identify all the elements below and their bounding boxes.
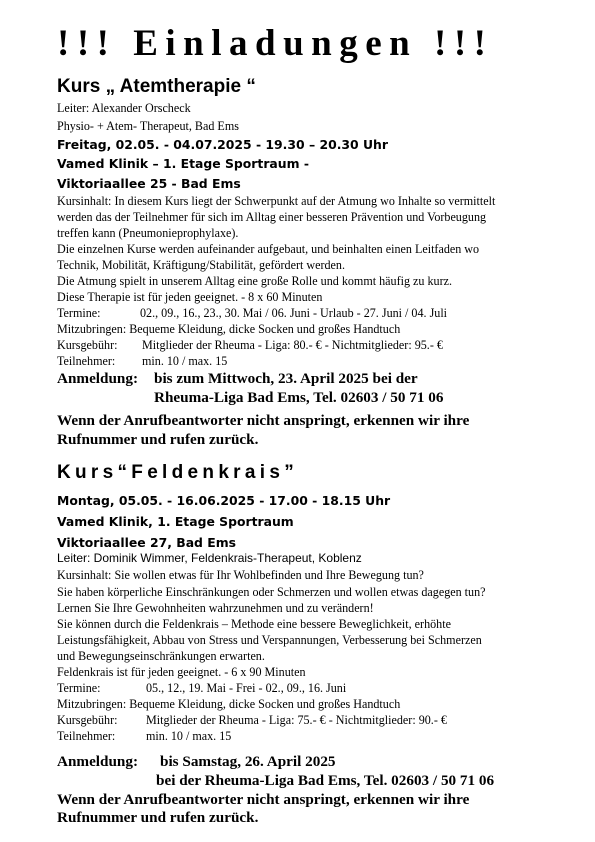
termine-label: Termine: — [57, 306, 101, 320]
termine-value: 05., 12., 19. Mai - Frei - 02., 09., 16. Juni — [146, 681, 347, 695]
bring-along: Mitzubringen: Bequeme Kleidung, dicke Socken und großes Handtuch — [57, 322, 401, 336]
bring-along: Mitzubringen: Bequeme Kleidung, dicke Socken und großes Handtuch — [57, 697, 401, 711]
fee-value: Mitglieder der Rheuma - Liga: 75.- € - Nichtmitglieder: 90.- € — [146, 713, 447, 727]
course-description-line: werden das der Teilnehmer für sich im Alltag einer besseren Prävention und Vorbeugung — [57, 210, 487, 224]
course-location-line2: Viktoriaallee 27, Bad Ems — [57, 535, 236, 550]
callback-note-line1: Wenn der Anrufbeantworter nicht anspringt, erkennen wir ihre — [57, 412, 470, 429]
participants-value: min. 10 / max. 15 — [142, 354, 228, 368]
course-description-line: Technik, Mobilität, Kräftigung/Stabilität, gefördert werden. — [57, 258, 345, 272]
course-leader: Leiter: Dominik Wimmer, Feldenkrais-Therapeut, Koblenz — [57, 551, 362, 565]
course-location-line1: Vamed Klinik – 1. Etage Sportraum - — [57, 156, 309, 171]
page-title: !!! Einladungen !!! — [57, 23, 494, 64]
registration-deadline: bis Samstag, 26. April 2025 — [160, 753, 336, 770]
registration-label: Anmeldung: — [57, 753, 139, 770]
course-description-line: und Bewegungseinschränkungen erwarten. — [57, 649, 265, 663]
fee-label: Kursgebühr: — [57, 713, 118, 727]
course-description-line: Leistungsfähigkeit, Abbau von Stress und Verspannungen, Verbesserung bei Schmerzen — [57, 633, 482, 647]
course-description-line: Sie haben körperliche Einschränkungen oder Schmerzen und wollen etwas dagegen tun? — [57, 585, 486, 599]
callback-note-line2: Rufnummer und rufen zurück. — [57, 431, 259, 448]
participants-value: min. 10 / max. 15 — [146, 729, 232, 743]
registration-contact: Rheuma-Liga Bad Ems, Tel. 02603 / 50 71 06 — [154, 389, 444, 406]
course-location-line2: Viktoriaallee 25 - Bad Ems — [57, 176, 241, 191]
termine-label: Termine: — [57, 681, 101, 695]
course-location-line1: Vamed Klinik, 1. Etage Sportraum — [57, 514, 294, 529]
participants-label: Teilnehmer: — [57, 729, 116, 743]
fee-label: Kursgebühr: — [57, 338, 118, 352]
course-duration: Diese Therapie ist für jeden geeignet. - 8 x 60 Minuten — [57, 290, 323, 304]
course-duration: Feldenkrais ist für jeden geeignet. - 6 x 90 Minuten — [57, 665, 306, 679]
participants-label: Teilnehmer: — [57, 354, 116, 368]
course-dates: Freitag, 02.05. - 04.07.2025 - 19.30 – 20.30 Uhr — [57, 137, 388, 152]
course-description-line: Kursinhalt: Sie wollen etwas für Ihr Wohlbefinden und Ihre Bewegung tun? — [57, 568, 424, 582]
course-description-line: Die Atmung spielt in unserem Alltag eine große Rolle und kommt häufig zu kurz. — [57, 274, 452, 288]
course-description-line: Lernen Sie Ihre Gewohnheiten wahrzunehmen und zu verändern! — [57, 601, 374, 615]
course-description-line: treffen kann (Pneumonieprophylaxe). — [57, 226, 239, 240]
registration-label: Anmeldung: — [57, 370, 139, 387]
registration-contact: bei der Rheuma-Liga Bad Ems, Tel. 02603 / 50 71 06 — [156, 772, 495, 789]
callback-note-line2: Rufnummer und rufen zurück. — [57, 809, 259, 826]
course-leader-profession: Physio- + Atem- Therapeut, Bad Ems — [57, 119, 239, 133]
course-leader: Leiter: Alexander Orscheck — [57, 101, 191, 115]
course-description-line: Sie können durch die Feldenkrais – Methode eine bessere Beweglichkeit, erhöhte — [57, 617, 451, 631]
termine-value: 02., 09., 16., 23., 30. Mai / 06. Juni - Urlaub - 27. Juni / 04. Juli — [140, 306, 448, 320]
course-dates: Montag, 05.05. - 16.06.2025 - 17.00 - 18.15 Uhr — [57, 493, 391, 508]
course-description-line: Kursinhalt: In diesem Kurs liegt der Schwerpunkt auf der Atmung wo Inhalte so vermittelt — [57, 194, 496, 208]
fee-value: Mitglieder der Rheuma - Liga: 80.- € - Nichtmitglieder: 95.- € — [142, 338, 443, 352]
registration-deadline: bis zum Mittwoch, 23. April 2025 bei der — [154, 370, 418, 387]
course-description-line: Die einzelnen Kurse werden aufeinander aufgebaut, und beinhalten einen Leitfaden wo — [57, 242, 480, 256]
callback-note-line1: Wenn der Anrufbeantworter nicht anspringt, erkennen wir ihre — [57, 791, 470, 808]
course-heading-atemtherapie: Kurs „ Atemtherapie “ — [57, 76, 256, 97]
course-heading-feldenkrais: Kurs“Feldenkrais” — [57, 462, 298, 483]
